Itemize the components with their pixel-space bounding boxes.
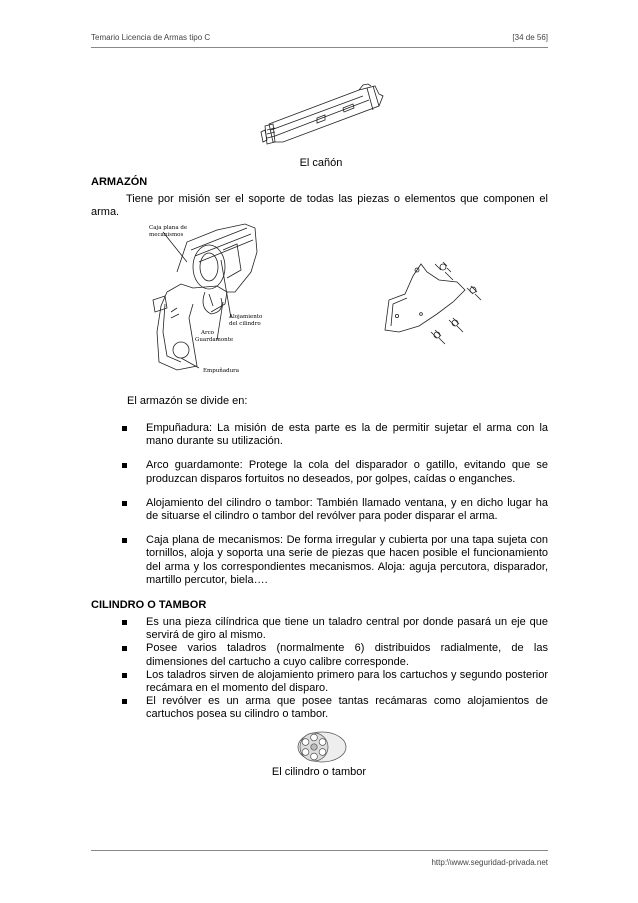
armazon-list xyxy=(119,422,548,587)
armazon-intro: Tiene por misión ser el soporte de todas las piezas o elementos que componen el arma. xyxy=(91,193,548,219)
list-item-text: Posee varios taladros (normalmente 6) distribuidos radialmente, de las dimensiones del cartucho a cuyo calibre corresponde. xyxy=(146,642,548,668)
cilindro-heading: CILINDRO O TAMBOR xyxy=(91,599,207,611)
list-item xyxy=(119,616,548,642)
frame-label-alojamiento-2: del cilindro xyxy=(229,321,261,327)
frame-label-caja-2: mecanismos xyxy=(149,232,184,238)
frame-label-caja: Caja plana de xyxy=(149,225,188,231)
divide-intro: El armazón se divide en: xyxy=(127,395,248,407)
cylinder-illustration xyxy=(292,730,348,764)
list-item-text: Los taladros sirven de alojamiento primero para los cartuchos y segundo posterior recámara en el momento del disparo. xyxy=(146,668,548,695)
frame-label-arco: Arco xyxy=(201,330,214,336)
bullet-icon xyxy=(122,646,127,651)
list-item-text: Arco guardamonte: Protege la cola del disparador o gatillo, evitando que se produzcan disparos fortuitos no deseados, por golpes, caídas o enganches. xyxy=(146,459,548,485)
footer-url: http:\\www.seguridad-privada.net xyxy=(431,858,548,867)
list-item xyxy=(119,497,548,523)
bullet-icon xyxy=(122,501,127,506)
bullet-icon xyxy=(122,673,127,678)
list-item xyxy=(119,695,548,721)
list-item xyxy=(119,669,548,695)
list-item xyxy=(119,459,548,485)
armazon-heading: ARMAZÓN xyxy=(91,176,148,188)
frame-illustration xyxy=(147,222,272,382)
header-rule xyxy=(91,47,548,48)
bullet-icon xyxy=(122,463,127,468)
footer-rule xyxy=(91,850,548,851)
cylinder-caption: El cilindro o tambor xyxy=(271,766,367,778)
list-item-text: Es una pieza cilíndrica que tiene un taladro central por donde pasará un eje que servirá de giro al mismo. xyxy=(146,616,548,642)
bullet-icon xyxy=(122,620,127,625)
page-number: [34 de 56] xyxy=(512,33,548,42)
list-item-text: El revólver es un arma que posee tantas recámaras como alojamientos de cartuchos posea su cilindro o tambor. xyxy=(146,695,548,721)
list-item xyxy=(119,422,548,448)
list-item-text: Caja plana de mecanismos: De forma irregular y cubierta por una tapa sujeta con tornillos, aloja y soporta una serie de piezas que hacen posible el funcionamiento del arma y los correspondientes mecanismos. Aloja: aguja percutora, disparador, martillo percutor, biela…. xyxy=(146,534,548,586)
bullet-icon xyxy=(122,426,127,431)
list-item-text: Alojamiento del cilindro o tambor: También llamado ventana, y en dicho lugar ha de situarse el cilindro o tambor del revólver para poder disparar el arma. xyxy=(146,496,548,523)
frame-label-alojamiento: Alojamiento xyxy=(229,314,263,320)
bullet-icon xyxy=(122,538,127,543)
list-item-text: Empuñadura: La misión de esta parte es la de permitir sujetar el arma con la mano durante su utilización. xyxy=(146,422,548,448)
barrel-illustration xyxy=(255,82,395,152)
list-item xyxy=(119,642,548,668)
frame-label-arco-2: Guardamonte xyxy=(195,337,234,343)
side-plate-illustration xyxy=(377,250,492,350)
header-title: Temario Licencia de Armas tipo C xyxy=(91,33,211,42)
bullet-icon xyxy=(122,699,127,704)
list-item xyxy=(119,534,548,587)
frame-label-empunadura: Empuñadura xyxy=(203,368,240,374)
cilindro-list xyxy=(119,616,548,722)
barrel-caption: El cañón xyxy=(299,157,343,169)
